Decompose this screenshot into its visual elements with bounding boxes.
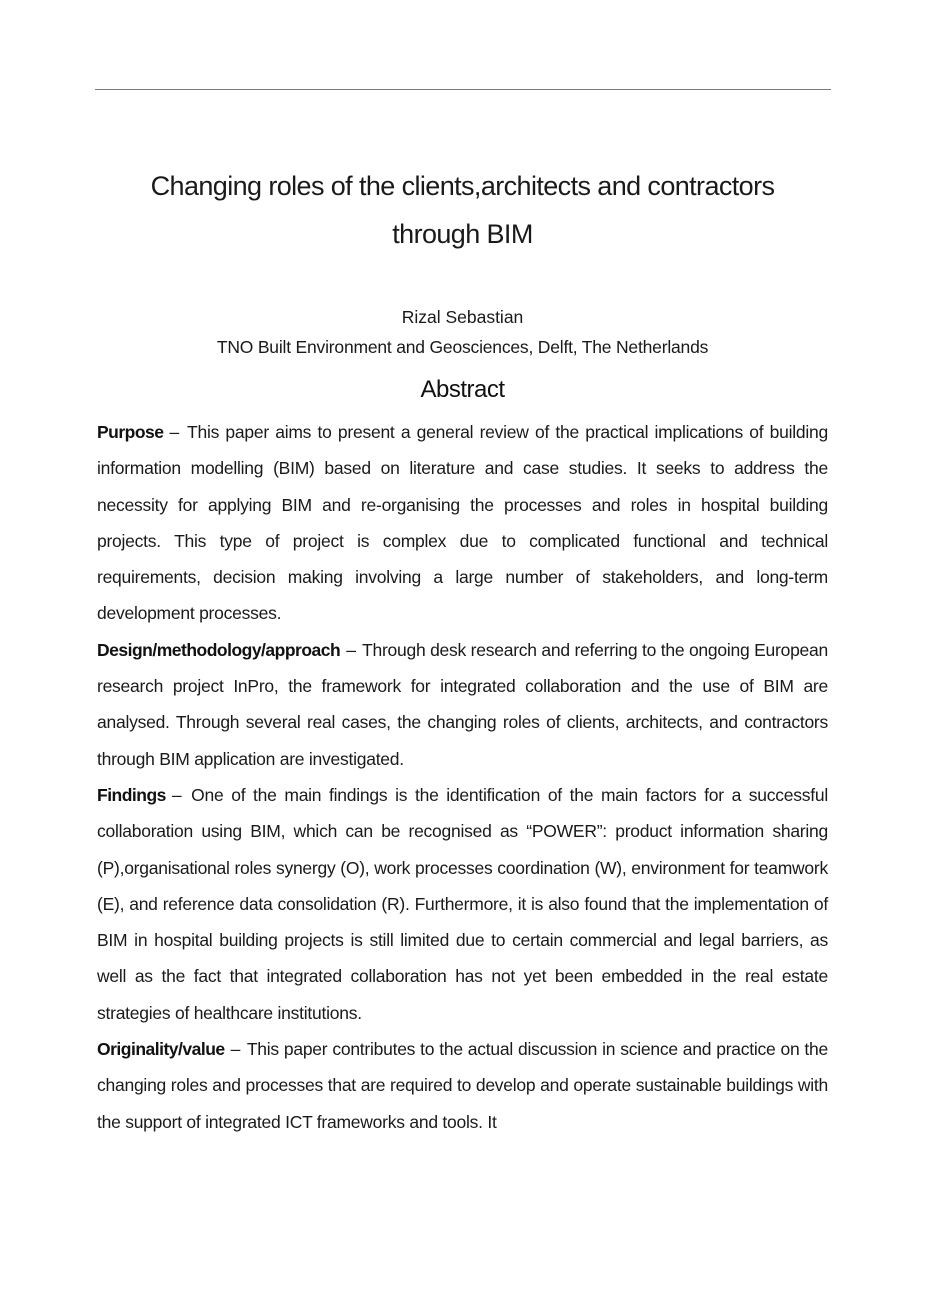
- author-affiliation: TNO Built Environment and Geosciences, Delft, The Netherlands: [216, 337, 709, 357]
- title-line-2: through BIM: [392, 219, 533, 249]
- author-name: Rizal Sebastian: [401, 307, 524, 327]
- abstract-purpose: [97, 414, 828, 632]
- design-methodology-label: Design/methodology/approach: [97, 639, 341, 660]
- originality-value-text: This paper contributes to the actual discussion in science and practice on the changing roles and processes that are required to develop and operate sustainable buildings with the support of integrated ICT frameworks and tools. It: [97, 1039, 828, 1132]
- originality-value-label: Originality/value: [97, 1039, 225, 1060]
- paper-title: [97, 162, 828, 258]
- abstract-findings: [97, 777, 828, 1031]
- findings-dash: –: [171, 784, 182, 805]
- purpose-dash: –: [169, 422, 180, 442]
- purpose-text: This paper aims to present a general review of the practical implications of building information modelling (BIM) based on literature and case studies. It seeks to address the necessity for applying BIM and re-organising the processes and roles in hospital building projects. This type of project is complex due to complicated functional and technical requirements, decision making involving a large number of stakeholders, and long-term development processes.: [97, 422, 828, 624]
- abstract-body: [97, 414, 828, 1140]
- title-line-1: Changing roles of the clients,architects and contractors: [150, 171, 775, 201]
- findings-text: One of the main findings is the identification of the main factors for a successful collaboration using BIM, which can be recognised as “POWER”: product information sharing (P),organisational roles synergy (O), work processes coordination (W), environment for teamwork (E), and reference data consolidation (R). Furthermore, it is also found that the implementation of BIM in hospital building projects is still limited due to certain commercial and legal barriers, as well as the fact that integrated collaboration has not yet been embedded in the real estate strategies of healthcare institutions.: [97, 784, 828, 1023]
- abstract-design-methodology: [97, 632, 828, 777]
- purpose-label: Purpose: [97, 422, 164, 442]
- design-methodology-dash: –: [346, 639, 356, 660]
- abstract-heading: Abstract: [420, 376, 505, 403]
- findings-label: Findings: [97, 784, 166, 805]
- abstract-originality-value: [97, 1031, 828, 1140]
- originality-value-dash: –: [230, 1039, 241, 1060]
- header-rule: [95, 89, 831, 90]
- design-methodology-text: Through desk research and referring to the ongoing European research project InPro, the framework for integrated collaboration and the use of BIM are analysed. Through several real cases, the changing roles of clients, architects, and contractors through BIM application are investigated.: [97, 639, 829, 769]
